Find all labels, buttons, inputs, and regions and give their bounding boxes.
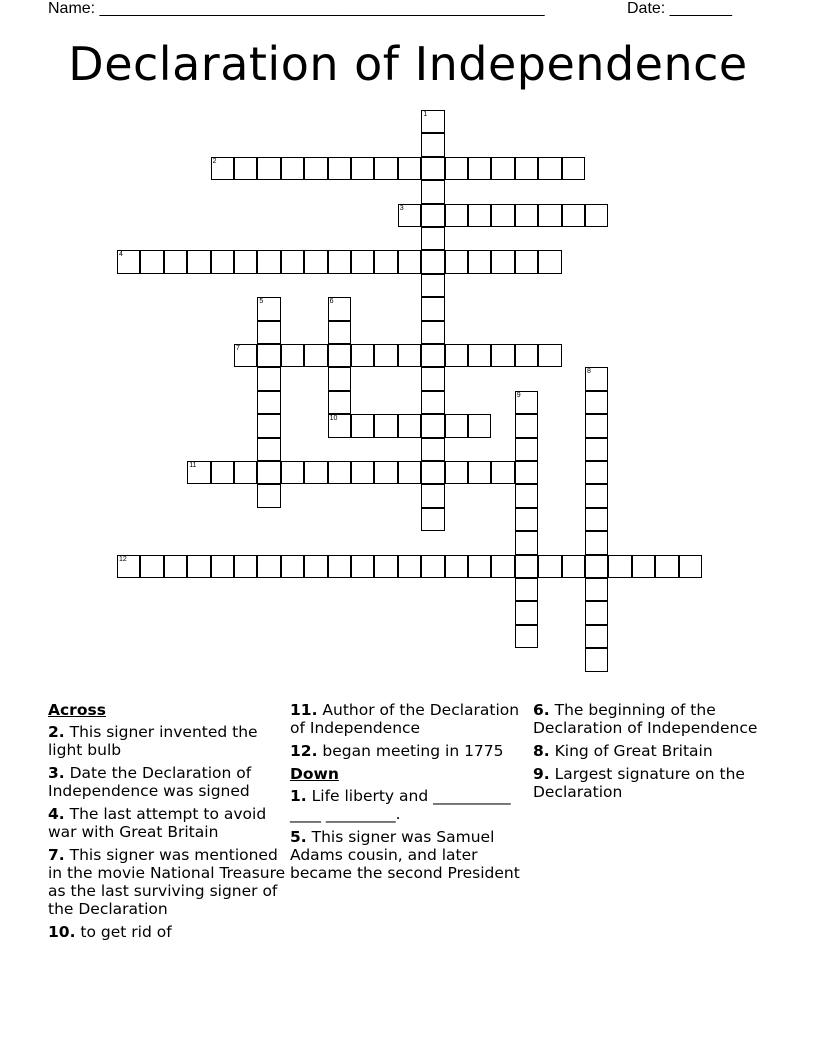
grid-cell[interactable] <box>562 204 585 227</box>
clue-number: 9. <box>533 765 550 783</box>
grid-cell[interactable] <box>538 204 561 227</box>
grid-cell[interactable] <box>491 461 514 484</box>
grid-cell[interactable] <box>632 555 655 578</box>
clue-down-6 <box>533 701 773 737</box>
cell-number: 4 <box>119 251 123 259</box>
grid-cell[interactable] <box>421 508 444 531</box>
grid-cell[interactable] <box>445 157 468 180</box>
clue-number: 10. <box>48 923 76 941</box>
grid-cell[interactable] <box>585 367 608 390</box>
grid-cell[interactable] <box>515 391 538 414</box>
grid-cell[interactable] <box>257 250 280 273</box>
grid-cell[interactable] <box>468 414 491 437</box>
clue-number: 12. <box>290 742 318 760</box>
grid-cell[interactable] <box>398 461 421 484</box>
grid-cell[interactable] <box>328 297 351 320</box>
grid-cell[interactable] <box>351 250 374 273</box>
grid-cell[interactable] <box>374 461 397 484</box>
grid-cell[interactable] <box>515 508 538 531</box>
grid-cell[interactable] <box>491 344 514 367</box>
cell-number: 1 <box>423 111 428 118</box>
grid-cell[interactable] <box>421 484 444 507</box>
clue-text: The last attempt to avoid war with Great Britain <box>48 805 267 841</box>
grid-cell[interactable] <box>585 438 608 461</box>
grid-cell[interactable] <box>538 344 561 367</box>
grid-cell[interactable] <box>257 367 280 390</box>
grid-cell[interactable] <box>491 157 514 180</box>
grid-cell[interactable] <box>187 250 210 273</box>
grid-cell[interactable] <box>257 438 280 461</box>
grid-cell[interactable] <box>608 555 631 578</box>
grid-cell[interactable] <box>585 461 608 484</box>
grid-cell[interactable] <box>585 601 608 624</box>
grid-cell[interactable] <box>257 414 280 437</box>
across-heading: Across <box>48 701 106 719</box>
grid-cell[interactable] <box>328 414 351 437</box>
clue-text: to get rid of <box>80 923 172 941</box>
grid-cell[interactable] <box>234 555 257 578</box>
grid-cell[interactable] <box>211 555 234 578</box>
grid-cell[interactable] <box>445 204 468 227</box>
grid-cell[interactable] <box>585 414 608 437</box>
grid-cell[interactable] <box>328 555 351 578</box>
grid-cell[interactable] <box>187 555 210 578</box>
grid-cell[interactable] <box>351 344 374 367</box>
down-heading: Down <box>290 765 339 783</box>
grid-cell[interactable] <box>398 414 421 437</box>
clue-number: 5. <box>290 828 307 846</box>
clues-column-1 <box>48 701 288 946</box>
grid-cell[interactable] <box>562 157 585 180</box>
clue-across-3 <box>48 764 288 800</box>
cell-number: 11 <box>189 462 197 469</box>
grid-cell[interactable] <box>585 484 608 507</box>
grid-cell[interactable] <box>445 461 468 484</box>
grid-cell[interactable] <box>491 555 514 578</box>
clue-number: 7. <box>48 846 65 864</box>
grid-cell[interactable] <box>468 344 491 367</box>
grid-cell[interactable] <box>328 461 351 484</box>
clue-text: The beginning of the Declaration of Independence <box>533 701 758 737</box>
grid-cell[interactable] <box>445 414 468 437</box>
clues-column-2 <box>290 701 526 887</box>
grid-cell[interactable] <box>585 555 608 578</box>
clue-number: 4. <box>48 805 65 823</box>
grid-cell[interactable] <box>421 250 444 273</box>
grid-cell[interactable] <box>421 555 444 578</box>
grid-cell[interactable] <box>281 344 304 367</box>
grid-cell[interactable] <box>281 555 304 578</box>
grid-cell[interactable] <box>164 555 187 578</box>
grid-cell[interactable] <box>515 578 538 601</box>
clue-text: Life liberty and __________ ____ _________. <box>290 787 511 823</box>
grid-cell[interactable] <box>328 250 351 273</box>
grid-cell[interactable] <box>257 391 280 414</box>
clue-across-4 <box>48 805 288 841</box>
grid-cell[interactable] <box>421 133 444 156</box>
clue-across-2 <box>48 723 288 759</box>
clue-text: began meeting in 1775 <box>322 742 504 760</box>
grid-cell[interactable] <box>187 461 210 484</box>
grid-cell[interactable] <box>304 157 327 180</box>
grid-cell[interactable] <box>374 414 397 437</box>
grid-cell[interactable] <box>351 414 374 437</box>
cell-number: 2 <box>212 157 217 165</box>
grid-cell[interactable] <box>257 555 280 578</box>
clue-number: 6. <box>533 701 550 719</box>
clue-down-8 <box>533 742 773 760</box>
grid-cell[interactable] <box>257 484 280 507</box>
grid-cell[interactable] <box>257 297 280 320</box>
grid-cell[interactable] <box>585 625 608 648</box>
grid-cell[interactable] <box>398 344 421 367</box>
grid-cell[interactable] <box>538 250 561 273</box>
grid-cell[interactable] <box>304 555 327 578</box>
grid-cell[interactable] <box>445 250 468 273</box>
clue-number: 11. <box>290 701 318 719</box>
grid-cell[interactable] <box>515 601 538 624</box>
page-title: Declaration of Independence <box>68 37 748 91</box>
grid-cell[interactable] <box>398 555 421 578</box>
clue-text: King of Great Britain <box>554 742 713 760</box>
grid-cell[interactable] <box>211 157 234 180</box>
grid-cell[interactable] <box>281 461 304 484</box>
grid-cell[interactable] <box>679 555 702 578</box>
grid-cell[interactable] <box>421 344 444 367</box>
clue-text: Author of the Declaration of Independence <box>290 701 520 737</box>
grid-cell[interactable] <box>328 344 351 367</box>
grid-cell[interactable] <box>281 250 304 273</box>
grid-cell[interactable] <box>421 227 444 250</box>
cell-number: 5 <box>259 298 264 306</box>
clue-number: 8. <box>533 742 550 760</box>
grid-cell[interactable] <box>398 157 421 180</box>
cell-number: 7 <box>236 345 240 352</box>
grid-cell[interactable] <box>234 461 257 484</box>
grid-cell[interactable] <box>585 578 608 601</box>
grid-cell[interactable] <box>421 204 444 227</box>
grid-cell[interactable] <box>515 157 538 180</box>
cell-number: 6 <box>329 298 334 306</box>
grid-cell[interactable] <box>374 555 397 578</box>
grid-cell[interactable] <box>351 461 374 484</box>
grid-cell[interactable] <box>398 250 421 273</box>
grid-cell[interactable] <box>140 250 163 273</box>
grid-cell[interactable] <box>585 648 608 671</box>
grid-cell[interactable] <box>421 321 444 344</box>
grid-cell[interactable] <box>281 157 304 180</box>
grid-cell[interactable] <box>515 344 538 367</box>
clue-number: 1. <box>290 787 307 805</box>
grid-cell[interactable] <box>234 250 257 273</box>
clue-across-10 <box>48 923 288 941</box>
grid-cell[interactable] <box>421 391 444 414</box>
grid-cell[interactable] <box>257 321 280 344</box>
grid-cell[interactable] <box>257 344 280 367</box>
grid-cell[interactable] <box>585 391 608 414</box>
grid-cell[interactable] <box>304 250 327 273</box>
clue-text: Largest signature on the Declaration <box>533 765 745 801</box>
grid-cell[interactable] <box>562 555 585 578</box>
grid-cell[interactable] <box>211 250 234 273</box>
grid-cell[interactable] <box>585 531 608 554</box>
clue-text: This signer was Samuel Adams cousin, and later became the second President <box>290 828 520 882</box>
grid-cell[interactable] <box>585 204 608 227</box>
clue-across-11 <box>290 701 526 737</box>
grid-cell[interactable] <box>421 110 444 133</box>
grid-cell[interactable] <box>491 250 514 273</box>
grid-cell[interactable] <box>351 157 374 180</box>
grid-cell[interactable] <box>421 414 444 437</box>
grid-cell[interactable] <box>328 367 351 390</box>
grid-cell[interactable] <box>445 344 468 367</box>
grid-cell[interactable] <box>538 555 561 578</box>
grid-cell[interactable] <box>234 344 257 367</box>
grid-cell[interactable] <box>468 250 491 273</box>
clue-number: 2. <box>48 723 65 741</box>
cell-number: 8 <box>587 368 591 376</box>
grid-cell[interactable] <box>585 508 608 531</box>
grid-cell[interactable] <box>491 204 514 227</box>
grid-cell[interactable] <box>515 555 538 578</box>
name-field-label[interactable]: Name: __________________________________________________ <box>48 0 545 17</box>
grid-cell[interactable] <box>421 180 444 203</box>
grid-cell[interactable] <box>421 461 444 484</box>
grid-cell[interactable] <box>468 157 491 180</box>
grid-cell[interactable] <box>374 157 397 180</box>
grid-cell[interactable] <box>234 157 257 180</box>
grid-cell[interactable] <box>257 461 280 484</box>
grid-cell[interactable] <box>117 250 140 273</box>
clue-down-9 <box>533 765 773 801</box>
grid-cell[interactable] <box>468 204 491 227</box>
grid-cell[interactable] <box>515 438 538 461</box>
clue-across-12 <box>290 742 526 760</box>
date-field-label[interactable]: Date: _______ <box>627 0 732 17</box>
grid-cell[interactable] <box>515 250 538 273</box>
cell-number: 10 <box>329 415 338 423</box>
clue-text: Date the Declaration of Independence was signed <box>48 764 252 800</box>
grid-cell[interactable] <box>515 414 538 437</box>
grid-cell[interactable] <box>164 250 187 273</box>
grid-cell[interactable] <box>538 157 561 180</box>
grid-cell[interactable] <box>328 391 351 414</box>
grid-cell[interactable] <box>140 555 163 578</box>
grid-cell[interactable] <box>257 157 280 180</box>
grid-cell[interactable] <box>328 157 351 180</box>
clue-number: 3. <box>48 764 65 782</box>
cell-number: 3 <box>399 204 404 212</box>
cell-number: 9 <box>516 391 521 399</box>
grid-cell[interactable] <box>117 555 140 578</box>
grid-cell[interactable] <box>421 438 444 461</box>
grid-cell[interactable] <box>421 274 444 297</box>
grid-cell[interactable] <box>351 555 374 578</box>
grid-cell[interactable] <box>421 297 444 320</box>
grid-cell[interactable] <box>304 461 327 484</box>
grid-cell[interactable] <box>515 484 538 507</box>
clue-text: This signer invented the light bulb <box>48 723 258 759</box>
grid-cell[interactable] <box>468 461 491 484</box>
clues-column-3 <box>533 701 773 806</box>
grid-cell[interactable] <box>421 157 444 180</box>
grid-cell[interactable] <box>655 555 678 578</box>
grid-cell[interactable] <box>304 344 327 367</box>
clue-text: This signer was mentioned in the movie National Treasure as the last surviving signer of the Declaration <box>48 846 286 918</box>
grid-cell[interactable] <box>515 204 538 227</box>
grid-cell[interactable] <box>468 555 491 578</box>
cell-number: 12 <box>119 555 127 563</box>
grid-cell[interactable] <box>374 344 397 367</box>
grid-cell[interactable] <box>211 461 234 484</box>
grid-cell[interactable] <box>374 250 397 273</box>
grid-cell[interactable] <box>515 461 538 484</box>
clue-across-7 <box>48 846 288 918</box>
grid-cell[interactable] <box>421 367 444 390</box>
grid-cell[interactable] <box>515 625 538 648</box>
grid-cell[interactable] <box>398 204 421 227</box>
clue-down-1 <box>290 787 526 823</box>
grid-cell[interactable] <box>515 531 538 554</box>
grid-cell[interactable] <box>445 555 468 578</box>
clue-down-5 <box>290 828 526 882</box>
grid-cell[interactable] <box>328 321 351 344</box>
